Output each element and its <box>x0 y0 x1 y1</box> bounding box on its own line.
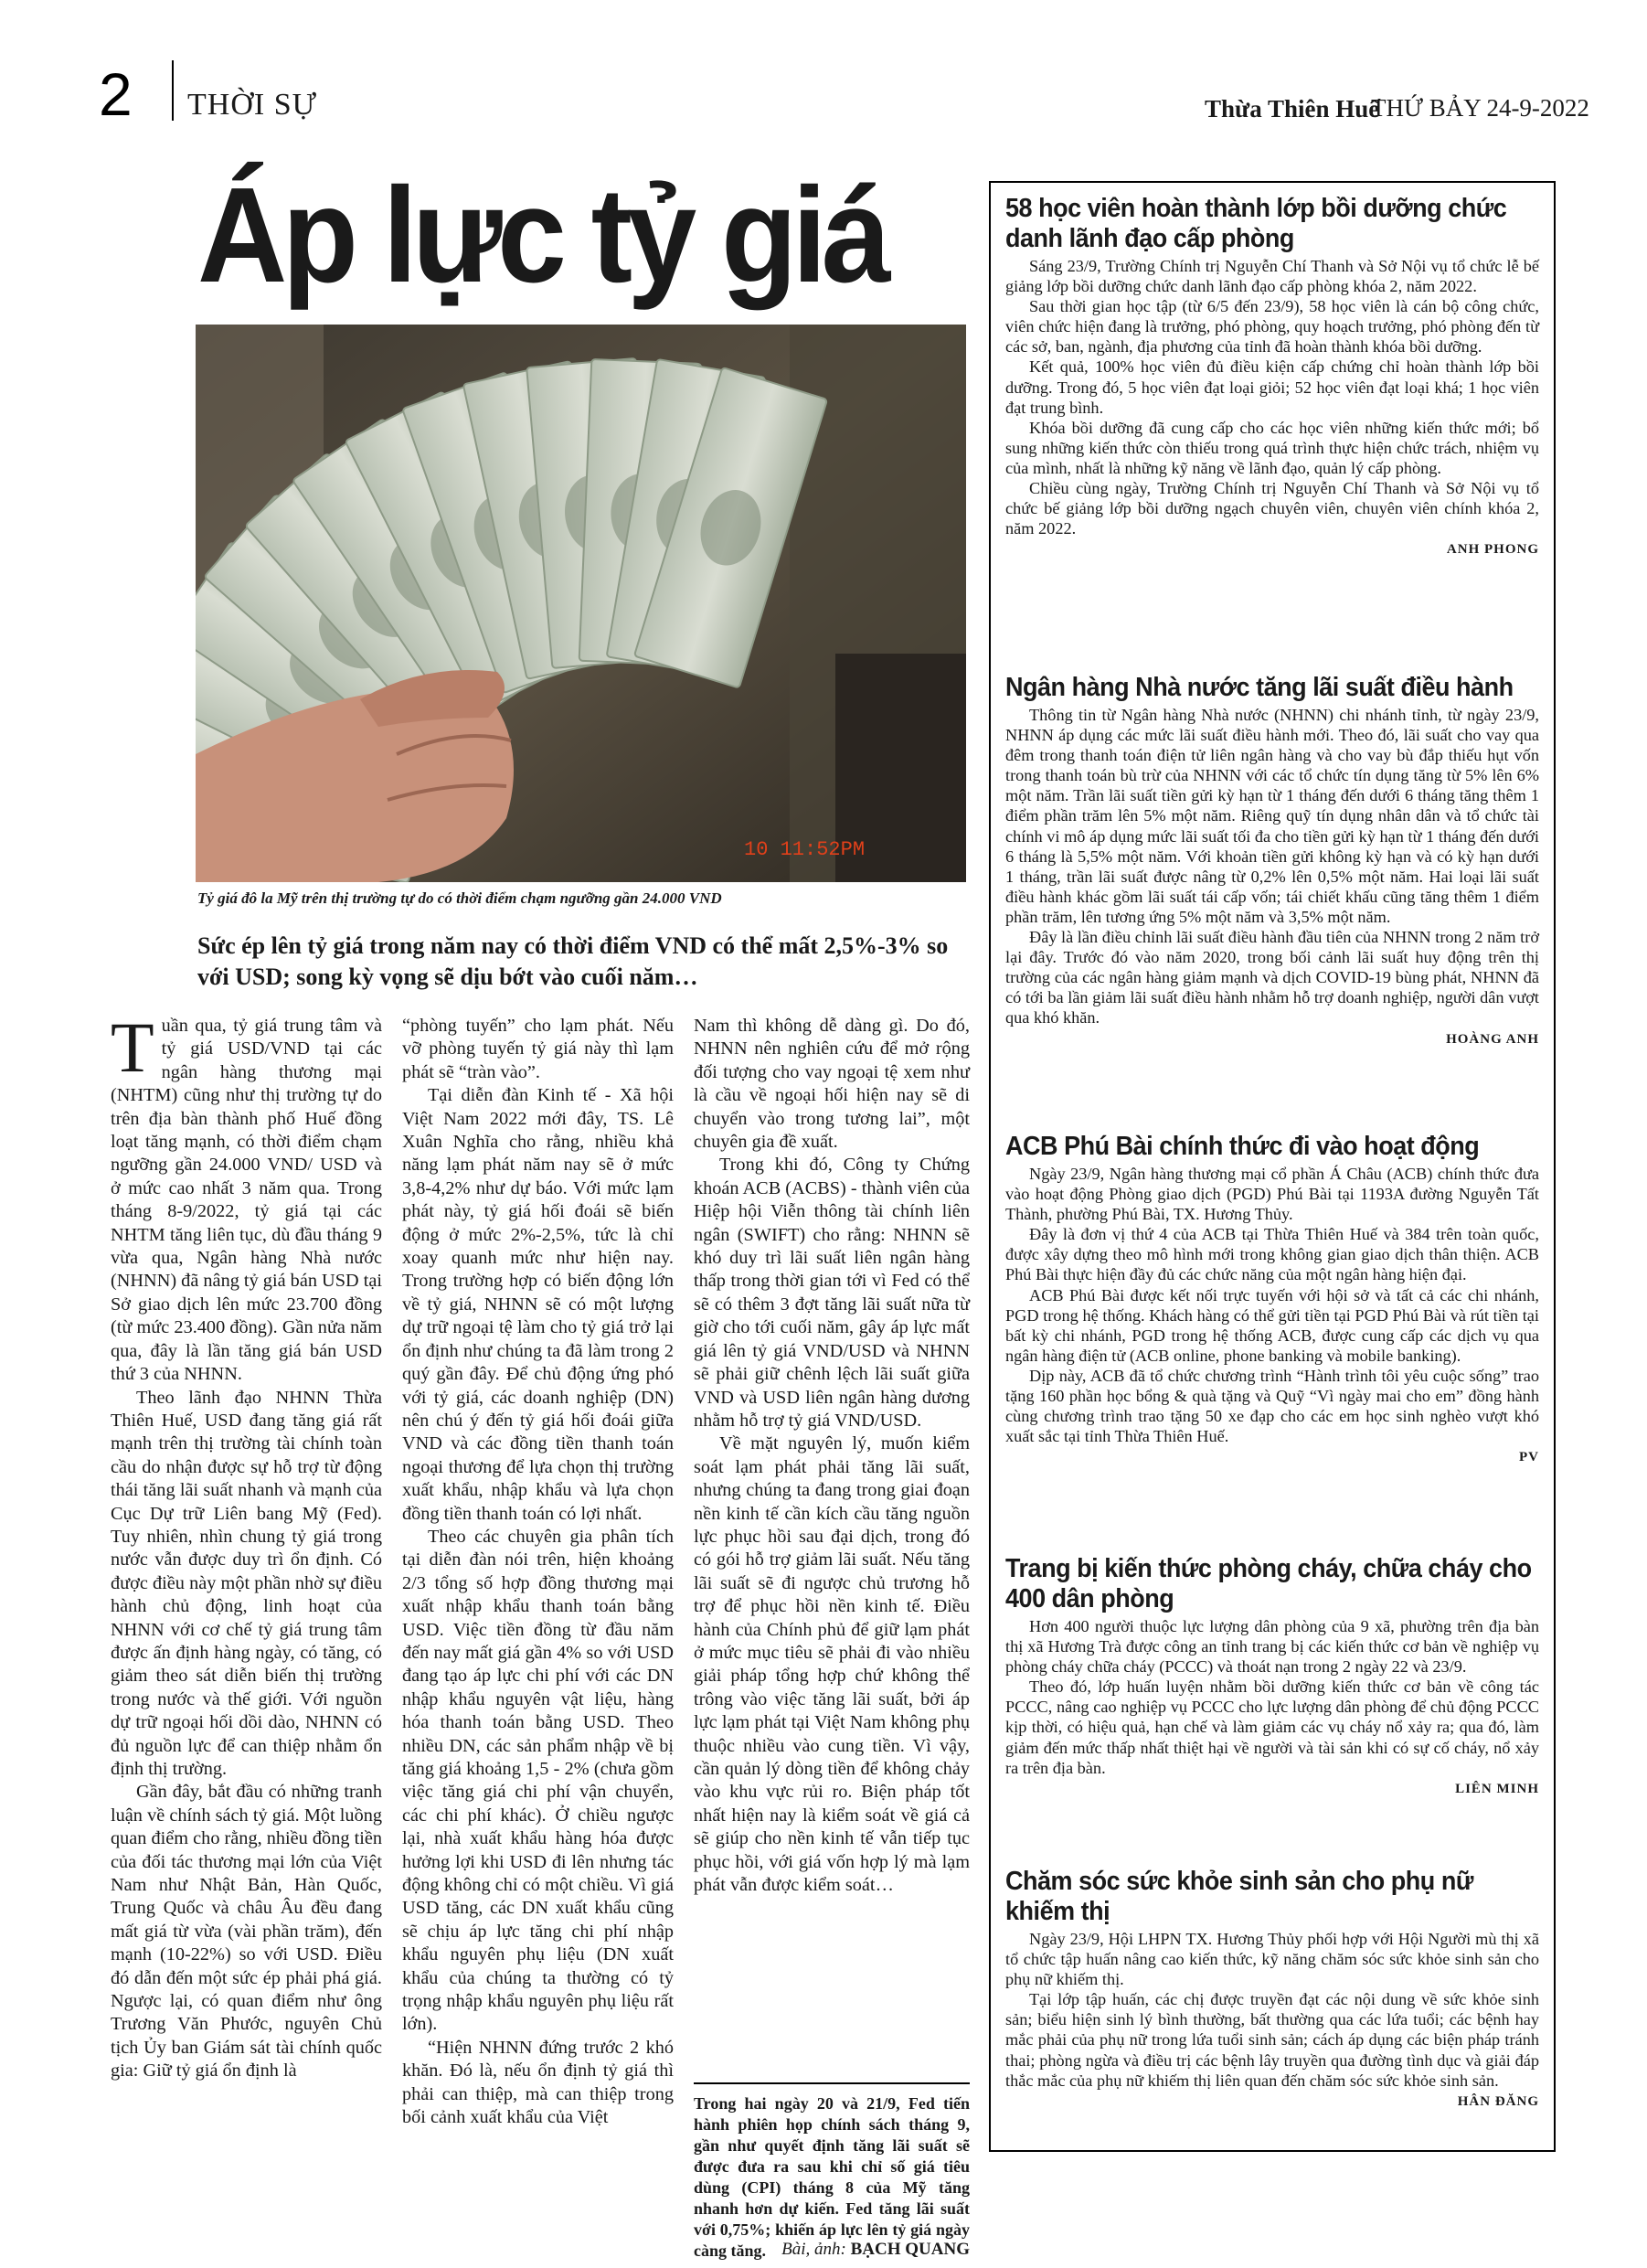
news-item <box>1005 194 1539 558</box>
issue-date: THỨ BẢY 24-9-2022 <box>1371 94 1589 122</box>
news-paragraph: Khóa bồi dưỡng đã cung cấp cho các học viên những kiến thức mới; bổ sung những kiến thức còn thiếu trong quá trình thực hiện chức trách, nhiệm vụ của mình, nhất là những kỹ năng về lãnh đạo, quản lý cấp phòng. <box>1005 418 1539 477</box>
news-paragraph: Theo đó, lớp huấn luyện nhằm bồi dưỡng kiến thức cơ bản về công tác PCCC, nâng cao nghiệp vụ PCCC cho lực lượng dân phòng để chủ động PCCC kịp thời, có hiệu quả, hạn chế và làm giảm các vụ cháy nổ xảy ra; qua đó, làm giảm đến mức thấp nhất thiệt hại về người và tài sản khi có sự cố cháy, nổ xảy ra trên địa bàn. <box>1005 1677 1539 1777</box>
byline-author: BẠCH QUANG <box>850 2240 970 2259</box>
article-paragraph: Gần đây, bắt đầu có những tranh luận về chính sách tỷ giá. Một luồng quan điểm cho rằng, nhiều đồng tiền của đối tác thương mại lớn của Việt Nam như Nhật Bản, Hàn Quốc, Trung Quốc và châu Âu đều đang mất giá từ vừa (vài phần trăm), đến mạnh (10-22%) so với USD. Điều đó dẫn đến một sức ép phải phá giá. Ngược lại, có quan điểm như ông Trương Văn Phước, nguyên Chủ tịch Ủy ban Giám sát tài chính quốc gia: Giữ tỷ giá ổn định là <box>111 1782 382 2082</box>
photo-timestamp: 10 11:52PM <box>744 838 866 861</box>
newspaper-name: Thừa Thiên Huế <box>1205 95 1380 122</box>
article-lead: Sức ép lên tỷ giá trong năm nay có thời điểm VND có thể mất 2,5%-3% so với USD; song kỳ vọng sẽ dịu bớt vào cuối năm… <box>197 932 949 990</box>
drop-cap: T <box>111 1007 154 1087</box>
news-title: Ngân hàng Nhà nước tăng lãi suất điều hành <box>1005 673 1514 702</box>
byline-label: Bài, ảnh: <box>781 2240 846 2259</box>
news-paragraph: Tại lớp tập huấn, các chị được truyền đạt các nội dung về sức khỏe sinh sản; biểu hiện sinh lý bình thường, bất thường qua các lứa tuổi; các bệnh hay mắc phải của phụ nữ trong lứa tuổi sinh sản; cách áp dụng các biện pháp tránh thai; phòng ngừa và điều trị các bệnh lây truyền qua đường tình dục và giải đáp thắc mắc của phụ nữ khiếm thị liên quan đến chăm sóc sức khỏe sinh sản. <box>1005 1990 1539 2090</box>
news-paragraph: Hơn 400 người thuộc lực lượng dân phòng của 9 xã, phường trên địa bàn thị xã Hương Trà được công an tỉnh trang bị các kiến thức cơ bản về nghiệp vụ phòng cháy chữa cháy (PCCC) và thoát nạn trong 2 ngày 22 và 23/9. <box>1005 1617 1539 1677</box>
article-paragraph: “phòng tuyến” cho lạm phát. Nếu vỡ phòng tuyến tỷ giá này thì lạm phát sẽ “tràn vào”. <box>402 1016 674 1082</box>
header-divider <box>172 60 174 121</box>
page-number: 2 <box>99 60 133 128</box>
news-item <box>1005 673 1539 1048</box>
news-item <box>1005 1554 1539 1797</box>
news-paragraph: Ngày 23/9, Ngân hàng thương mại cổ phần Á Châu (ACB) chính thức đưa vào hoạt động Phòng giao dịch (PGD) Phú Bài tại 1193A đường Nguyễn Tất Thành, phường Phú Bài, TX. Hương Thủy. <box>1005 1165 1539 1224</box>
news-author: HOÀNG ANH <box>1446 1031 1539 1047</box>
news-author: HÂN ĐĂNG <box>1457 2093 1539 2109</box>
news-paragraph: Đây là lần điều chỉnh lãi suất điều hành đầu tiên của NHNN trong 2 năm trở lại đây. Trước đó vào năm 2020, trong bối cảnh lãi suất huy động trên thị trường của các ngân hàng giảm mạnh và dịch COVID-19 bùng phát, NHNN đã có tới ba lần giảm lãi suất điều hành nhằm hỗ trợ doanh nghiệp, người dân vượt qua khó khăn. <box>1005 928 1539 1028</box>
news-paragraph: Ngày 23/9, Hội LHPN TX. Hương Thủy phối hợp với Hội Người mù thị xã tổ chức tập huấn nâng cao kiến thức, kỹ năng chăm sóc sức khỏe sinh sản cho phụ nữ khiếm thị. <box>1005 1930 1539 1989</box>
article-column-1 <box>111 1007 382 2083</box>
photo-caption: Tỷ giá đô la Mỹ trên thị trường tự do có thời điểm chạm ngưỡng gần 24.000 VND <box>197 889 722 907</box>
news-author: PV <box>1519 1450 1539 1465</box>
article-column-2 <box>402 1015 674 2130</box>
article-paragraph: Theo lãnh đạo NHNN Thừa Thiên Huế, USD đang tăng giá rất mạnh trên thị trường tài chính toàn cầu do nhận được sự hỗ trợ từ động thái tăng lãi suất nhanh và mạnh của Cục Dự trữ Liên bang Mỹ (Fed). Tuy nhiên, nhìn chung tỷ giá trong nước vẫn được duy trì ổn định. Có được điều này một phần nhờ sự điều hành chủ động, linh hoạt của NHNN với cơ chế tỷ giá trung tâm được ấn định hàng ngày, có tăng, có giảm theo sát diễn biến thị trường trong nước và thế giới. Với nguồn dự trữ ngoại hối dồi dào, NHNN có đủ nguồn lực để can thiệp nhằm ổn định thị trường. <box>111 1387 382 1779</box>
section-label: THỜI SỰ <box>187 88 317 122</box>
news-author: ANH PHONG <box>1446 542 1539 558</box>
news-paragraph: Đây là đơn vị thứ 4 của ACB tại Thừa Thiên Huế và 384 trên toàn quốc, được xây dựng theo mô hình mới trong không gian giao dịch thân thiện. ACB Phú Bài thực hiện đầy đủ các chức năng của một ngân hàng hiện đại. <box>1005 1225 1539 1284</box>
news-paragraph: Kết quả, 100% học viên đủ điều kiện cấp chứng chỉ hoàn thành lớp bồi dưỡng. Trong đó, 5 học viên đạt loại giỏi; 52 học viên đạt loại khá; 1 học viên đạt trung bình. <box>1005 357 1539 417</box>
article-photo <box>196 325 966 882</box>
article-column-3 <box>694 1015 970 1897</box>
news-paragraph: Sau thời gian học tập (từ 6/5 đến 23/9), 58 học viên là cán bộ công chức, viên chức hiện đang là trưởng, phó phòng, quy hoạch trưởng, phó phòng đến từ các sở, ban, ngành, địa phương của tỉnh đã hoàn thành khóa bồi dưỡng. <box>1005 297 1539 357</box>
article-byline <box>694 2240 970 2260</box>
news-title: ACB Phú Bài chính thức đi vào hoạt động <box>1005 1132 1480 1161</box>
news-title: Trang bị kiến thức phòng cháy, chữa cháy cho 400 dân phòng <box>1005 1554 1532 1613</box>
fed-note-box: Trong hai ngày 20 và 21/9, Fed tiến hành phiên họp chính sách tháng 9, gần như quyết định tăng lãi suất sẽ được đưa ra sau khi chỉ số giá tiêu dùng (CPI) tháng 8 của Mỹ tăng nhanh hơn dự kiến. Fed tăng lãi suất với 0,75%; khiến áp lực lên tỷ giá ngày càng tăng. <box>694 2082 970 2262</box>
news-item <box>1005 1867 1539 2110</box>
article-paragraph: Nam thì không dễ dàng gì. Do đó, NHNN nên nghiên cứu để mở rộng đối tượng cho vay ngoại tệ xem như là cầu về ngoại hối hiện nay sẽ di chuyển vào trong tương lai”, một chuyên gia đề xuất. <box>694 1016 970 1153</box>
article-paragraph: Tuần qua, tỷ giá trung tâm và tỷ giá USD/VND tại các ngân hàng thương mại (NHTM) cũng như thị trường tự do trên địa bàn thành phố Huế đồng loạt tăng mạnh, có thời điểm chạm ngưỡng gần 24.000 VND/ USD và ở mức cao nhất 3 năm qua. Trong tháng 8-9/2022, tỷ giá tại các NHTM tăng liên tục, dù đầu tháng 9 vừa qua, Ngân hàng Nhà nước (NHNN) đã nâng tỷ giá bán USD tại Sở giao dịch lên mức 23.700 đồng (từ mức 23.400 đồng). Gần nửa năm qua, đây là lần tăng giá bán USD thứ 3 của NHNN. <box>111 1007 382 1385</box>
news-paragraph: Sáng 23/9, Trường Chính trị Nguyễn Chí Thanh và Sở Nội vụ tổ chức lễ bế giảng lớp bồi dưỡng chức danh lãnh đạo cấp phòng khóa 2, năm 2022. <box>1005 257 1539 296</box>
money-fan-illustration <box>196 325 966 882</box>
article-paragraph: Trong khi đó, Công ty Chứng khoán ACB (ACBS) - thành viên của Hiệp hội Viễn thông tài chính liên ngân (SWIFT) cho rằng: NHNN sẽ khó duy trì lãi suất liên ngân hàng thấp trong thời gian tới vì Fed có thể sẽ có thêm 3 đợt tăng lãi suất nữa từ giờ cho tới cuối năm, gây áp lực mất giá lên tỷ giá VND/USD và NHNN sẽ phải giữ chênh lệch lãi suất giữa VND và USD liên ngân hàng dương nhằm hỗ trợ tỷ giá VND/USD. <box>694 1155 970 1431</box>
article-paragraph: Tại diễn đàn Kinh tế - Xã hội Việt Nam 2022 mới đây, TS. Lê Xuân Nghĩa cho rằng, nhiều khả năng lạm phát năm nay sẽ ở mức 3,8-4,2% như dự báo. Với mức lạm phát này, tỷ giá hối đoái sẽ biến động ở mức 2%-2,5%, tức là chỉ xoay quanh mức như hiện nay. Trong trường hợp có biến động lớn về tỷ giá, NHNN sẽ có một lượng dự trữ ngoại tệ làm cho tỷ giá trở lại ổn định như chúng ta đã làm trong 2 quý gần đây. Để chủ động ứng phó với tỷ giá, các doanh nghiệp (DN) nên chú ý đến tỷ giá hối đoái giữa VND và các đồng tiền thanh toán ngoại thương để lựa chọn thị trường xuất khẩu, nhập khẩu và lựa chọn đồng tiền thanh toán có lợi nhất. <box>402 1085 674 1524</box>
news-paragraph: ACB Phú Bài được kết nối trực tuyến với hội sở và tất cả các chi nhánh, PGD trong hệ thống. Khách hàng có thể gửi tiền tại PGD Phú Bài và rút tiền tại bất kỳ chi nhánh, PGD trong hệ thống ACB, được cung cấp các dịch vụ qua ngân hàng điện tử (ACB online, phone banking và mobile banking). <box>1005 1285 1539 1365</box>
news-paragraph: Chiều cùng ngày, Trường Chính trị Nguyễn Chí Thanh và Sở Nội vụ tổ chức bế giảng lớp bồi dưỡng ngạch chuyên viên, chuyên viên chính khóa 2, năm 2022. <box>1005 479 1539 538</box>
article-paragraph: Theo các chuyên gia phân tích tại diễn đàn nói trên, hiện khoảng 2/3 tổng số hợp đồng thương mại xuất nhập khẩu thanh toán bằng USD. Việc tiền đồng từ đầu năm đến nay mất giá gần 4% so với USD đang tạo áp lực chi phí với các DN nhập khẩu nguyên vật liệu, hàng hóa thanh toán bằng USD. Theo nhiều DN, các sản phẩm nhập về bị tăng giá khoảng 1,5 - 2% (chưa gồm việc tăng giá chi phí vận chuyển, các chi phí khác). Ở chiều ngược lại, nhà xuất khẩu hàng hóa được hưởng lợi khi USD đi lên nhưng tác động không chỉ có một chiều. Vì giá USD tăng, các DN xuất khẩu cũng sẽ chịu áp lực tăng chi phí nhập khẩu nguyên phụ liệu (DN xuất khẩu của chúng ta thường có tỷ trọng nhập khẩu nguyên phụ liệu rất lớn). <box>402 1526 674 2035</box>
news-title: Chăm sóc sức khỏe sinh sản cho phụ nữ khiếm thị <box>1005 1867 1473 1926</box>
article-paragraph: Về mặt nguyên lý, muốn kiểm soát lạm phát phải tăng lãi suất, nhưng chúng ta đang trong giai đoạn nền kinh tế cần kích cầu tăng nguồn lực phục hồi sau đại dịch, trong đó có gói hỗ trợ giảm lãi suất. Nếu tăng lãi suất sẽ đi ngược chủ trương hỗ trợ để phục hồi nền kinh tế. Điều hành của Chính phủ để giữ lạm phát ở mức mục tiêu sẽ phải đi vào nhiều giải pháp tổng hợp chứ không thể trông vào việc tăng lãi suất, bởi áp lực lạm phát tại Việt Nam không phụ thuộc nhiều vào cung tiền. Vì vậy, cần quản lý dòng tiền để không chảy vào khu vực rủi ro. Biện pháp tốt nhất hiện nay là kiểm soát về giá cả sẽ giúp cho nền kinh tế vẫn tiếp tục phục hồi, với giá vốn hợp lý mà lạm phát vẫn được kiểm soát… <box>694 1433 970 1896</box>
main-headline: Áp lực tỷ giá <box>197 160 887 311</box>
news-paragraph: Thông tin từ Ngân hàng Nhà nước (NHNN) chi nhánh tỉnh, từ ngày 23/9, NHNN áp dụng các mức lãi suất điều hành mới. Theo đó, lãi suất cho vay qua đêm trong thanh toán điện tử liên ngân hàng và cho vay bù đắp thiếu hụt vốn trong thanh toán bù trừ của NHNN với các tổ chức tín dụng tăng từ 5% lên 6% một năm. Trần lãi suất tiền gửi kỳ hạn từ 1 tháng đến dưới 6 tháng tăng thêm 1 điểm phần trăm lên 5% một năm. Riêng quỹ tín dụng nhân dân và tổ chức tài chính vi mô áp dụng mức lãi suất tối đa cho tiền gửi kỳ hạn từ 1 tháng đến dưới 6 tháng là 5,5% một năm. Với khoản tiền gửi không kỳ hạn và có kỳ hạn dưới 1 tháng, trần lãi suất được nâng từ 0,2% lên 0,5% một năm. Hai loại lãi suất điều hành khác gồm lãi suất tái cấp vốn; tái chiết khấu cũng tăng thêm 1 điểm phần trăm, lên tương ứng 5% một năm và 3,5% một năm. <box>1005 706 1539 926</box>
news-title: 58 học viên hoàn thành lớp bồi dưỡng chức danh lãnh đạo cấp phòng <box>1005 194 1507 253</box>
news-author: LIÊN MINH <box>1455 1781 1539 1796</box>
article-paragraph: “Hiện NHNN đứng trước 2 khó khăn. Đó là, nếu ổn định tỷ giá thì phải can thiệp, mà can thiệp trong bối cảnh xuất khẩu của Việt <box>402 2037 674 2128</box>
news-paragraph: Dịp này, ACB đã tổ chức chương trình “Hành trình tôi yêu cuộc sống” trao tặng 160 phần học bổng & quà tặng và Quỹ “Vì ngày mai cho em” đồng hành cùng chương trình trao tặng 50 xe đạp cho các em học sinh nghèo vượt khó xuất sắc tại tỉnh Thừa Thiên Huế. <box>1005 1366 1539 1446</box>
news-item <box>1005 1132 1539 1465</box>
